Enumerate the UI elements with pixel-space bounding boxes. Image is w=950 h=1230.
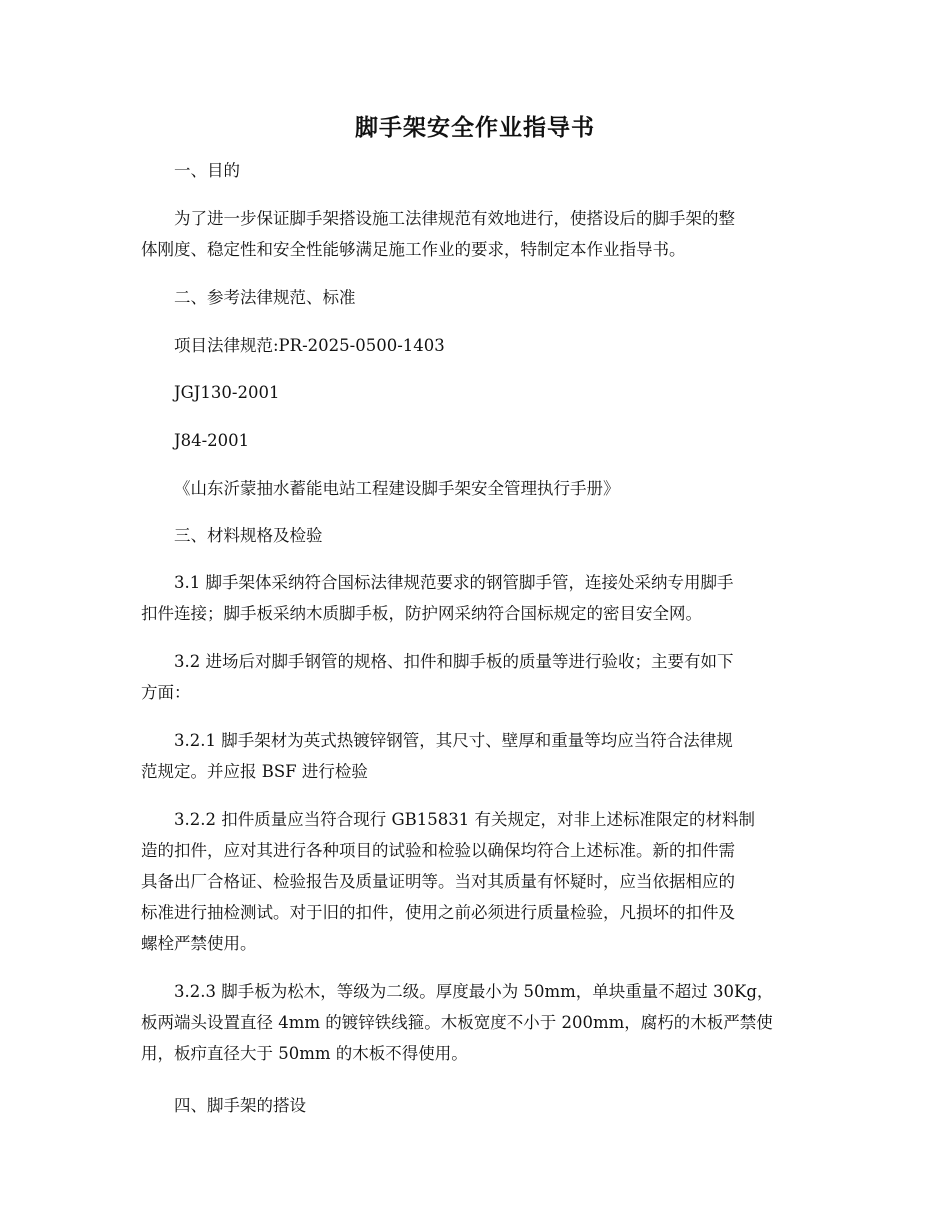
paragraph-line: 3.2.3 脚手板为松木，等级为二级。厚度最小为 50mm，单块重量不超过 30Kg， [174, 982, 774, 1001]
section-heading-purpose: 一、目的 [174, 161, 240, 180]
paragraph-line: 扣件连接；脚手板采纳木质脚手板，防护网采纳符合国标规定的密目安全网。 [141, 604, 702, 623]
paragraph-line: 范规定。并应报 BSF 进行检验 [141, 762, 368, 781]
section-heading-materials: 三、材料规格及检验 [174, 526, 323, 545]
reference-item: 《山东沂蒙抽水蓄能电站工程建设脚手架安全管理执行手册》 [174, 479, 620, 498]
paragraph-line: 具备出厂合格证、检验报告及质量证明等。当对其质量有怀疑时，应当依据相应的 [141, 872, 735, 891]
section-heading-references: 二、参考法律规范、标准 [174, 288, 356, 307]
paragraph-line: 3.2.1 脚手架材为英式热镀锌钢管，其尺寸、壁厚和重量等均应当符合法律规 [174, 731, 733, 750]
paragraph-line: 方面： [141, 683, 191, 702]
reference-item: JGJ130-2001 [174, 383, 280, 402]
reference-item: 项目法律规范:PR-2025-0500-1403 [174, 336, 445, 355]
paragraph-line: 造的扣件，应对其进行各种项目的试验和检验以确保均符合上述标准。新的扣件需 [141, 841, 735, 860]
paragraph-line: 3.2 进场后对脚手钢管的规格、扣件和脚手板的质量等进行验收；主要有如下 [174, 652, 734, 671]
paragraph-line: 用，板疖直径大于 50mm 的木板不得使用。 [141, 1044, 468, 1063]
section-heading-erection: 四、脚手架的搭设 [174, 1096, 306, 1115]
paragraph-line: 标准进行抽检测试。对于旧的扣件，使用之前必须进行质量检验，凡损坏的扣件及 [141, 903, 735, 922]
document-title: 脚手架安全作业指导书 [355, 114, 595, 141]
paragraph-line: 体刚度、稳定性和安全性能够满足施工作业的要求，特制定本作业指导书。 [141, 240, 686, 259]
paragraph-line: 螺栓严禁使用。 [141, 934, 257, 953]
paragraph-line: 3.2.2 扣件质量应当符合现行 GB15831 有关规定，对非上述标准限定的材料制 [174, 810, 756, 829]
paragraph-line: 3.1 脚手架体采纳符合国标法律规范要求的钢管脚手管，连接处采纳专用脚手 [174, 573, 734, 592]
paragraph-line: 为了进一步保证脚手架搭设施工法律规范有效地进行，使搭设后的脚手架的整 [174, 209, 735, 228]
reference-item: J84-2001 [174, 431, 250, 450]
paragraph-line: 板两端头设置直径 4mm 的镀锌铁线箍。木板宽度不小于 200mm，腐朽的木板严禁使 [141, 1013, 773, 1032]
